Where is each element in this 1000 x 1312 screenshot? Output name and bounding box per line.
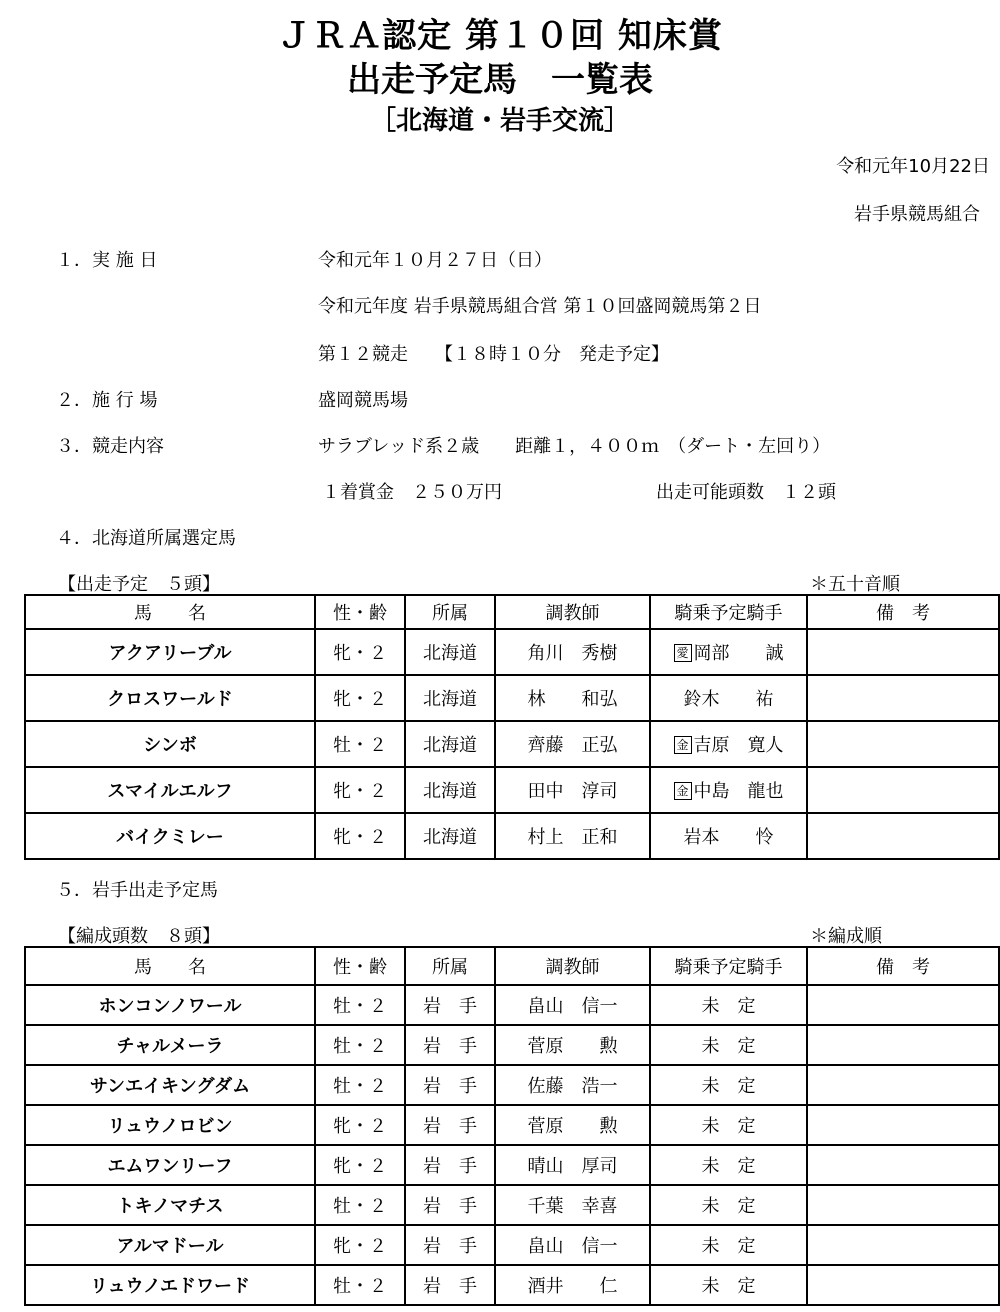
note — [807, 675, 999, 721]
item1-date: 令和元年１０月２７日（日） — [318, 250, 552, 271]
issue-date: 令和元年10月22日 — [836, 156, 990, 177]
sex-age: 牡・２ — [315, 721, 405, 767]
jockey-cell — [650, 721, 807, 767]
jockey-cell — [650, 629, 807, 675]
horse-name: バイクミレー — [25, 813, 315, 859]
table-row — [25, 1145, 999, 1185]
sex-age: 牝・２ — [315, 629, 405, 675]
organizer: 岩手県競馬組合 — [854, 204, 980, 225]
trainer: 菅原 勲 — [495, 1025, 650, 1065]
sex-age: 牡・２ — [315, 1065, 405, 1105]
trainer: 林 和弘 — [495, 675, 650, 721]
horse-name: エムワンリーフ — [25, 1145, 315, 1185]
header-jockey: 騎乗予定騎手 — [650, 595, 807, 629]
item5-label: ５．岩手出走予定馬 — [56, 880, 218, 901]
belong: 岩 手 — [405, 1145, 495, 1185]
trainer: 畠山 信一 — [495, 985, 650, 1025]
table-row — [25, 721, 999, 767]
table-header-row — [25, 595, 999, 629]
belong: 岩 手 — [405, 1105, 495, 1145]
jockey-cell — [650, 1265, 807, 1305]
trainer: 田中 淳司 — [495, 767, 650, 813]
note — [807, 1105, 999, 1145]
jockey-name: 未 定 — [701, 1116, 756, 1137]
note — [807, 1145, 999, 1185]
jockey-name: 未 定 — [701, 1076, 756, 1097]
table-row — [25, 675, 999, 721]
sex-age: 牝・２ — [315, 767, 405, 813]
item1-meeting: 令和元年度 岩手県競馬組合営 第１０回盛岡競馬第２日 — [318, 296, 762, 317]
note — [807, 1185, 999, 1225]
horse-name: トキノマチス — [25, 1185, 315, 1225]
jockey-cell — [650, 985, 807, 1025]
jockey-name: 未 定 — [701, 1036, 756, 1057]
item1-race: 第１２競走 【１８時１０分 発走予定】 — [318, 344, 669, 365]
section1-count: 【出走予定 ５頭】 — [58, 574, 220, 595]
table-row — [25, 1105, 999, 1145]
note — [807, 985, 999, 1025]
item4-label: ４．北海道所属選定馬 — [56, 528, 236, 549]
horse-name: シンボ — [25, 721, 315, 767]
item2-venue: 盛岡競馬場 — [318, 390, 408, 411]
header-belong: 所属 — [405, 947, 495, 985]
header-horse-name: 馬 名 — [25, 595, 315, 629]
horse-name: クロスワールド — [25, 675, 315, 721]
belong: 北海道 — [405, 629, 495, 675]
belong: 岩 手 — [405, 1065, 495, 1105]
jockey-cell — [650, 1145, 807, 1185]
sex-age: 牝・２ — [315, 1145, 405, 1185]
jockey-name: 吉原 寛人 — [693, 735, 784, 756]
document-title: ＪＲＡ認定 第１０回 知床賞 — [277, 16, 723, 56]
header-note: 備 考 — [807, 595, 999, 629]
jockey-cell — [650, 1185, 807, 1225]
item3-conditions: サラブレッド系２歳 距離１，４００ｍ （ダート・左回り） — [318, 436, 831, 457]
table-row — [25, 767, 999, 813]
document-subtitle: 出走予定馬 一覧表 — [347, 60, 653, 100]
note — [807, 1265, 999, 1305]
note — [807, 1065, 999, 1105]
section1-order-note: ＊五十音順 — [810, 574, 900, 595]
belong: 北海道 — [405, 675, 495, 721]
table-row — [25, 1065, 999, 1105]
note — [807, 813, 999, 859]
table-header-row — [25, 947, 999, 985]
item1-label: １．実 施 日 — [56, 250, 158, 271]
trainer: 村上 正和 — [495, 813, 650, 859]
header-horse-name: 馬 名 — [25, 947, 315, 985]
trainer: 齊藤 正弘 — [495, 721, 650, 767]
jockey-name: 岩本 怜 — [683, 827, 774, 848]
sex-age: 牡・２ — [315, 1265, 405, 1305]
horse-name: リュウノエドワード — [25, 1265, 315, 1305]
jockey-status-tag: 愛 — [674, 644, 692, 662]
sex-age: 牡・２ — [315, 985, 405, 1025]
header-sex-age: 性・齢 — [315, 595, 405, 629]
jockey-cell — [650, 1025, 807, 1065]
belong: 岩 手 — [405, 1025, 495, 1065]
jockey-name: 岡部 誠 — [693, 643, 784, 664]
sex-age: 牝・２ — [315, 1105, 405, 1145]
horse-name: サンエイキングダム — [25, 1065, 315, 1105]
iwate-entries-table — [24, 946, 1000, 1306]
note — [807, 1225, 999, 1265]
note — [807, 629, 999, 675]
header-jockey: 騎乗予定騎手 — [650, 947, 807, 985]
note — [807, 721, 999, 767]
item3-capacity: 出走可能頭数 １２頭 — [656, 482, 836, 503]
belong: 岩 手 — [405, 1225, 495, 1265]
belong: 北海道 — [405, 721, 495, 767]
header-belong: 所属 — [405, 595, 495, 629]
jockey-cell — [650, 767, 807, 813]
item3-prize: １着賞金 ２５０万円 — [322, 482, 502, 503]
jockey-cell — [650, 1065, 807, 1105]
header-sex-age: 性・齢 — [315, 947, 405, 985]
section2-count: 【編成頭数 ８頭】 — [58, 926, 220, 947]
document-exchange-label: ［北海道・岩手交流］ — [369, 106, 630, 136]
note — [807, 1025, 999, 1065]
horse-name: アクアリーブル — [25, 629, 315, 675]
jockey-name: 未 定 — [701, 996, 756, 1017]
horse-name: リュウノロビン — [25, 1105, 315, 1145]
horse-name: スマイルエルフ — [25, 767, 315, 813]
jockey-name: 未 定 — [701, 1196, 756, 1217]
table-row — [25, 813, 999, 859]
table-row — [25, 1025, 999, 1065]
jockey-name: 未 定 — [701, 1156, 756, 1177]
sex-age: 牡・２ — [315, 1185, 405, 1225]
trainer: 酒井 仁 — [495, 1265, 650, 1305]
jockey-cell — [650, 1105, 807, 1145]
jockey-name: 未 定 — [701, 1236, 756, 1257]
item2-label: ２．施 行 場 — [56, 390, 158, 411]
belong: 岩 手 — [405, 1265, 495, 1305]
jockey-name: 鈴木 祐 — [683, 689, 774, 710]
sex-age: 牝・２ — [315, 813, 405, 859]
header-trainer: 調教師 — [495, 947, 650, 985]
hokkaido-entries-table — [24, 594, 1000, 860]
belong: 北海道 — [405, 767, 495, 813]
sex-age: 牝・２ — [315, 1225, 405, 1265]
trainer: 千葉 幸喜 — [495, 1185, 650, 1225]
sex-age: 牡・２ — [315, 1025, 405, 1065]
horse-name: アルマドール — [25, 1225, 315, 1265]
header-note: 備 考 — [807, 947, 999, 985]
jockey-cell — [650, 813, 807, 859]
jockey-name: 中島 龍也 — [693, 781, 784, 802]
sex-age: 牝・２ — [315, 675, 405, 721]
trainer: 佐藤 浩一 — [495, 1065, 650, 1105]
jockey-status-tag: 金 — [674, 782, 692, 800]
trainer: 菅原 勲 — [495, 1105, 650, 1145]
belong: 岩 手 — [405, 1185, 495, 1225]
table-row — [25, 1265, 999, 1305]
table-row — [25, 629, 999, 675]
horse-name: ホンコンノワール — [25, 985, 315, 1025]
jockey-name: 未 定 — [701, 1276, 756, 1297]
section2-order-note: ＊編成順 — [810, 926, 882, 947]
jockey-cell — [650, 1225, 807, 1265]
table-row — [25, 1185, 999, 1225]
trainer: 角川 秀樹 — [495, 629, 650, 675]
table-row — [25, 985, 999, 1025]
header-trainer: 調教師 — [495, 595, 650, 629]
note — [807, 767, 999, 813]
belong: 岩 手 — [405, 985, 495, 1025]
horse-name: チャルメーラ — [25, 1025, 315, 1065]
jockey-status-tag: 金 — [674, 736, 692, 754]
table-row — [25, 1225, 999, 1265]
trainer: 畠山 信一 — [495, 1225, 650, 1265]
jockey-cell — [650, 675, 807, 721]
trainer: 晴山 厚司 — [495, 1145, 650, 1185]
item3-label: ３．競走内容 — [56, 436, 164, 457]
belong: 北海道 — [405, 813, 495, 859]
